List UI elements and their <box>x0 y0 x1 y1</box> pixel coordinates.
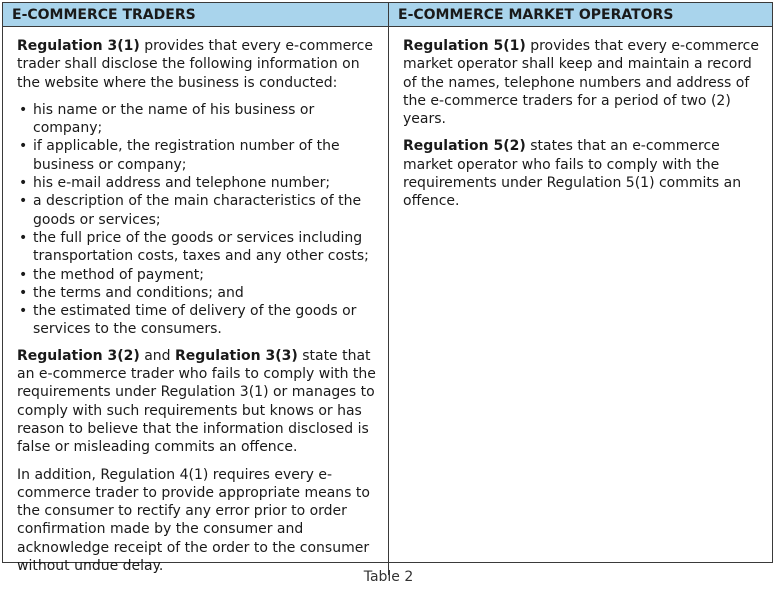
disclosure-list <box>17 101 382 339</box>
list-item: • the method of payment; <box>17 266 382 284</box>
cell-ecommerce-market-operators <box>389 27 772 575</box>
paragraph-text: states that an e-commerce market operator who fails to comply with the requirements under Regulation 5(1) commits an offence. <box>403 138 742 210</box>
regulations-table <box>2 2 773 575</box>
regulation-ref: Regulation 3(2) <box>17 347 140 364</box>
list-item: • the estimated time of delivery of the goods or services to the consumers. <box>17 302 382 339</box>
list-item: • his name or the name of his business or company; <box>17 101 382 138</box>
paragraph-text: provides that every e-commerce trader shall disclose the following information on the website where the business is conducted: <box>17 38 373 91</box>
connector-text: and <box>139 347 175 364</box>
regulation-ref: Regulation 5(1) <box>403 38 526 54</box>
list-item: • his e-mail address and telephone number; <box>17 174 382 192</box>
list-item: • if applicable, the registration number of the business or company; <box>17 137 382 174</box>
list-item: • the full price of the goods or services including transportation costs, taxes and any other costs; <box>17 229 382 266</box>
paragraph-text: provides that every e-commerce market operator shall keep and maintain a record of the names, telephone numbers and address of the e-commerce traders for a period of two (2) years. <box>403 38 759 128</box>
header-ecommerce-traders: E-COMMERCE TRADERS <box>3 3 389 27</box>
paragraph-regulation-3-2-3-3 <box>17 347 382 457</box>
paragraph-regulation-5-1 <box>403 37 766 128</box>
paragraph-regulation-5-2 <box>403 137 766 210</box>
list-item: • a description of the main characteristics of the goods or services; <box>17 192 382 229</box>
header-ecommerce-market-operators: E-COMMERCE MARKET OPERATORS <box>389 3 772 27</box>
cell-ecommerce-traders <box>3 27 389 575</box>
list-item: • the terms and conditions; and <box>17 284 382 302</box>
paragraph-text: state that an e-commerce trader who fails to comply with the requirements under Regulation 3(1) or manages to comply with such requirements but knows or has reason to believe that the information disclosed is false or misleading commits an offence. <box>17 347 376 456</box>
regulation-ref: Regulation 3(1) <box>17 38 140 54</box>
regulation-ref: Regulation 5(2) <box>403 138 526 155</box>
regulation-ref: Regulation 3(3) <box>175 347 298 364</box>
paragraph-regulation-4-1: In addition, Regulation 4(1) requires every e-commerce trader to provide appropriate means to the consumer to rectify any error prior to order confirmation made by the consumer and acknowledge receipt of the order to the consumer without undue delay. <box>17 466 370 575</box>
table-caption: Table 2 <box>363 569 414 585</box>
paragraph-regulation-3-1 <box>17 37 382 92</box>
